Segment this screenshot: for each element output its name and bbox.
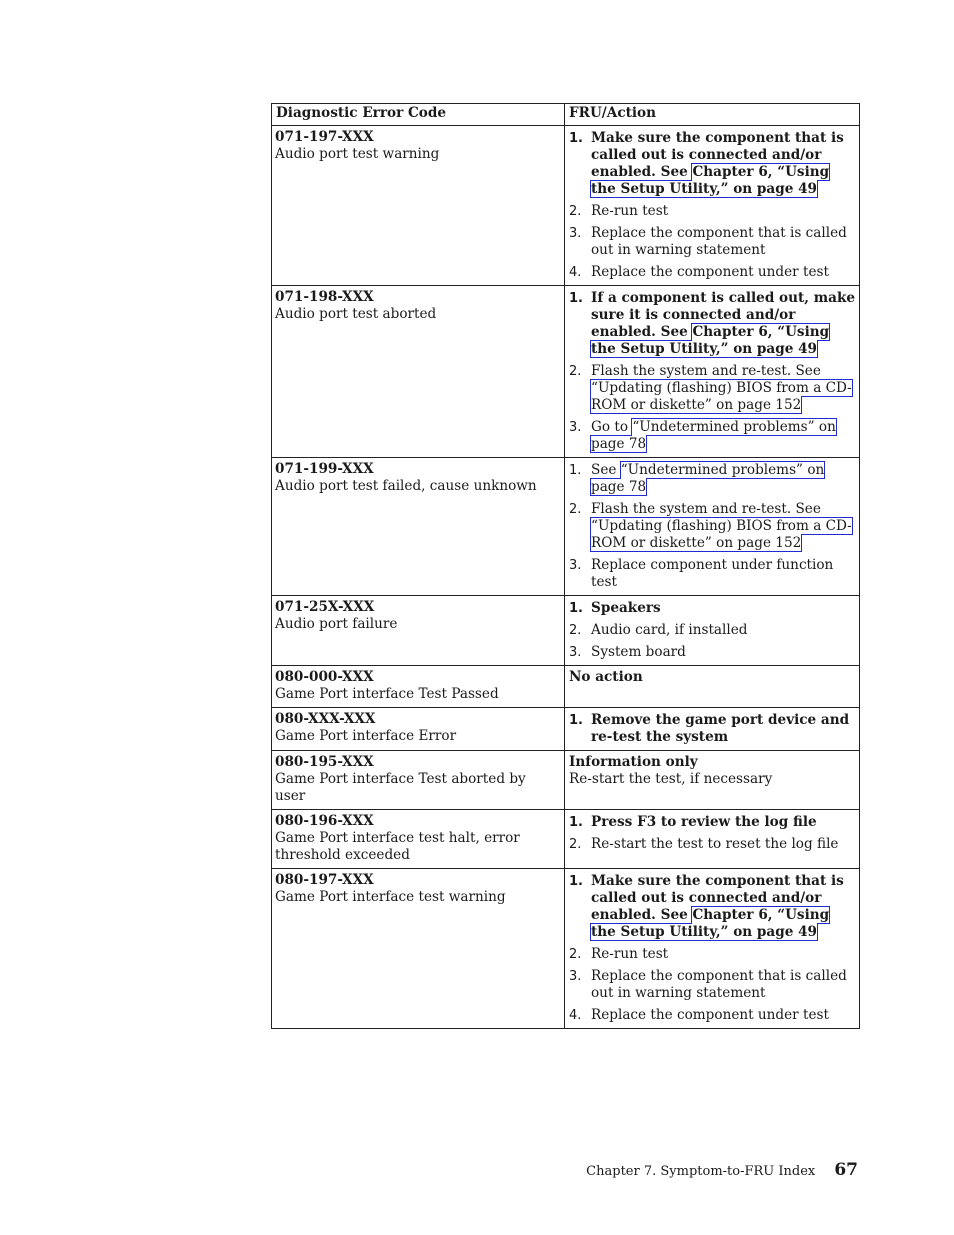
action-step xyxy=(569,225,855,259)
error-code-cell xyxy=(272,666,565,708)
step-number: 1. xyxy=(569,463,582,478)
step-text: Replace component under function test xyxy=(591,557,834,590)
error-code: 080-000-XXX xyxy=(275,669,374,685)
step-number: 3. xyxy=(569,226,582,241)
cross-reference-link[interactable]: “Updating (flashing) BIOS from a CD-ROM or diskette” on page 152 xyxy=(591,518,852,551)
action-step xyxy=(569,203,855,220)
error-code-cell xyxy=(272,810,565,869)
step-text: Re-run test xyxy=(591,203,669,219)
step-text: Press F3 to review the log file xyxy=(591,814,817,830)
error-code-cell xyxy=(272,708,565,751)
action-step xyxy=(569,501,855,552)
error-code-cell xyxy=(272,458,565,596)
cross-reference-link[interactable]: Chapter 6, “Using the Setup Utility,” on page 49 xyxy=(591,164,830,197)
action-step xyxy=(569,557,855,591)
step-text: Go to xyxy=(591,419,633,435)
fru-action-cell xyxy=(565,286,860,458)
action-step xyxy=(569,946,855,963)
cross-reference-link[interactable]: Chapter 6, “Using the Setup Utility,” on page 49 xyxy=(591,324,830,357)
table-row xyxy=(272,126,860,286)
error-description: Audio port test failed, cause unknown xyxy=(275,478,537,494)
error-description: Game Port interface Error xyxy=(275,728,457,744)
step-number: 2. xyxy=(569,947,582,962)
step-text: Replace the component that is called out in warning statement xyxy=(591,968,847,1001)
error-code-cell xyxy=(272,869,565,1029)
step-text: Flash the system and re-test. See xyxy=(591,363,821,379)
step-number: 2. xyxy=(569,502,582,517)
action-step xyxy=(569,419,855,453)
step-number: 3. xyxy=(569,645,582,660)
cross-reference-link[interactable]: “Undetermined problems” on page 78 xyxy=(591,419,836,452)
action-step xyxy=(569,264,855,281)
header-diagnostic-error-code: Diagnostic Error Code xyxy=(272,104,565,126)
action-step xyxy=(569,363,855,414)
step-text: System board xyxy=(591,644,686,660)
fru-action-cell xyxy=(565,126,860,286)
step-number: 4. xyxy=(569,265,582,280)
error-description: Game Port interface test halt, error threshold exceeded xyxy=(275,830,520,863)
cross-reference-link[interactable]: “Updating (flashing) BIOS from a CD-ROM or diskette” on page 152 xyxy=(591,380,852,413)
fru-action-cell xyxy=(565,596,860,666)
error-code: 071-25X-XXX xyxy=(275,599,375,615)
action-steps-list xyxy=(569,130,855,281)
table-row xyxy=(272,708,860,751)
step-number: 3. xyxy=(569,420,582,435)
step-text: Replace the component under test xyxy=(591,264,829,280)
step-number: 1. xyxy=(569,601,583,616)
action-step xyxy=(569,1007,855,1024)
step-number: 3. xyxy=(569,558,582,573)
step-text: Replace the component that is called out in warning statement xyxy=(591,225,847,258)
action-steps-list xyxy=(569,814,855,853)
table-row xyxy=(272,869,860,1029)
error-code: 071-198-XXX xyxy=(275,289,374,305)
step-number: 2. xyxy=(569,204,582,219)
fru-action-cell xyxy=(565,751,860,810)
error-code: 080-195-XXX xyxy=(275,754,374,770)
error-code-table xyxy=(271,103,860,1029)
step-text: Make sure the component that is called out is connected and/or enabled. See xyxy=(591,130,844,180)
table-row xyxy=(272,286,860,458)
step-text: See xyxy=(591,462,621,478)
error-code-cell xyxy=(272,751,565,810)
error-code-cell xyxy=(272,126,565,286)
step-number: 2. xyxy=(569,364,582,379)
action-step xyxy=(569,130,855,198)
error-code: 071-197-XXX xyxy=(275,129,374,145)
action-step xyxy=(569,814,855,831)
step-number: 1. xyxy=(569,874,583,889)
step-number: 1. xyxy=(569,291,583,306)
step-text: Re-start the test to reset the log file xyxy=(591,836,839,852)
header-fru-action: FRU/Action xyxy=(565,104,860,126)
cross-reference-link[interactable]: Chapter 6, “Using the Setup Utility,” on page 49 xyxy=(591,907,830,940)
fru-action-cell xyxy=(565,810,860,869)
fru-action-cell xyxy=(565,869,860,1029)
error-code-cell xyxy=(272,596,565,666)
step-text: Speakers xyxy=(591,600,661,616)
footer-chapter-title: Chapter 7. Symptom-to-FRU Index xyxy=(586,1164,816,1179)
step-number: 1. xyxy=(569,131,583,146)
action-steps-list xyxy=(569,290,855,453)
action-step xyxy=(569,600,855,617)
table-row xyxy=(272,751,860,810)
table-header-row xyxy=(272,104,860,126)
error-description: Game Port interface test warning xyxy=(275,889,506,905)
error-description: Audio port failure xyxy=(275,616,398,632)
step-number: 1. xyxy=(569,713,583,728)
step-number: 3. xyxy=(569,969,582,984)
error-description: Game Port interface Test Passed xyxy=(275,686,499,702)
step-number: 1. xyxy=(569,815,583,830)
action-step xyxy=(569,712,855,746)
error-code: 080-197-XXX xyxy=(275,872,374,888)
step-number: 4. xyxy=(569,1008,582,1023)
step-number: 2. xyxy=(569,837,582,852)
step-number: 2. xyxy=(569,623,582,638)
step-text: If a component is called out, make sure it is connected and/or enabled. See xyxy=(591,290,856,340)
error-code: 080-196-XXX xyxy=(275,813,374,829)
step-text: Make sure the component that is called out is connected and/or enabled. See xyxy=(591,873,844,923)
fru-action-cell xyxy=(565,666,860,708)
action-step xyxy=(569,836,855,853)
step-text: Replace the component under test xyxy=(591,1007,829,1023)
error-description: Audio port test warning xyxy=(275,146,440,162)
error-code: 080-XXX-XXX xyxy=(275,711,376,727)
step-text: Remove the game port device and re-test the system xyxy=(591,712,850,745)
error-code-cell xyxy=(272,286,565,458)
table-row xyxy=(272,810,860,869)
action-step xyxy=(569,968,855,1002)
action-steps-list xyxy=(569,600,855,661)
page-number: 67 xyxy=(834,1160,858,1180)
error-description: Game Port interface Test aborted by user xyxy=(275,771,526,804)
action-step xyxy=(569,622,855,639)
action-steps-list xyxy=(569,462,855,591)
action-steps-list xyxy=(569,873,855,1024)
page-footer xyxy=(586,1160,858,1180)
error-description: Audio port test aborted xyxy=(275,306,437,322)
action-note: Re-start the test, if necessary xyxy=(569,771,773,787)
table-row xyxy=(272,458,860,596)
table-body xyxy=(272,126,860,1029)
error-code: 071-199-XXX xyxy=(275,461,374,477)
action-steps-list xyxy=(569,712,855,746)
action-step xyxy=(569,644,855,661)
table-row xyxy=(272,596,860,666)
fru-action-cell xyxy=(565,458,860,596)
action-heading: No action xyxy=(569,669,643,685)
action-heading: Information only xyxy=(569,754,698,770)
action-step xyxy=(569,462,855,496)
step-text: Flash the system and re-test. See xyxy=(591,501,821,517)
cross-reference-link[interactable]: “Undetermined problems” on page 78 xyxy=(591,462,825,495)
step-text: Audio card, if installed xyxy=(591,622,748,638)
fru-action-cell xyxy=(565,708,860,751)
action-step xyxy=(569,290,855,358)
step-text: Re-run test xyxy=(591,946,669,962)
table-row xyxy=(272,666,860,708)
action-step xyxy=(569,873,855,941)
